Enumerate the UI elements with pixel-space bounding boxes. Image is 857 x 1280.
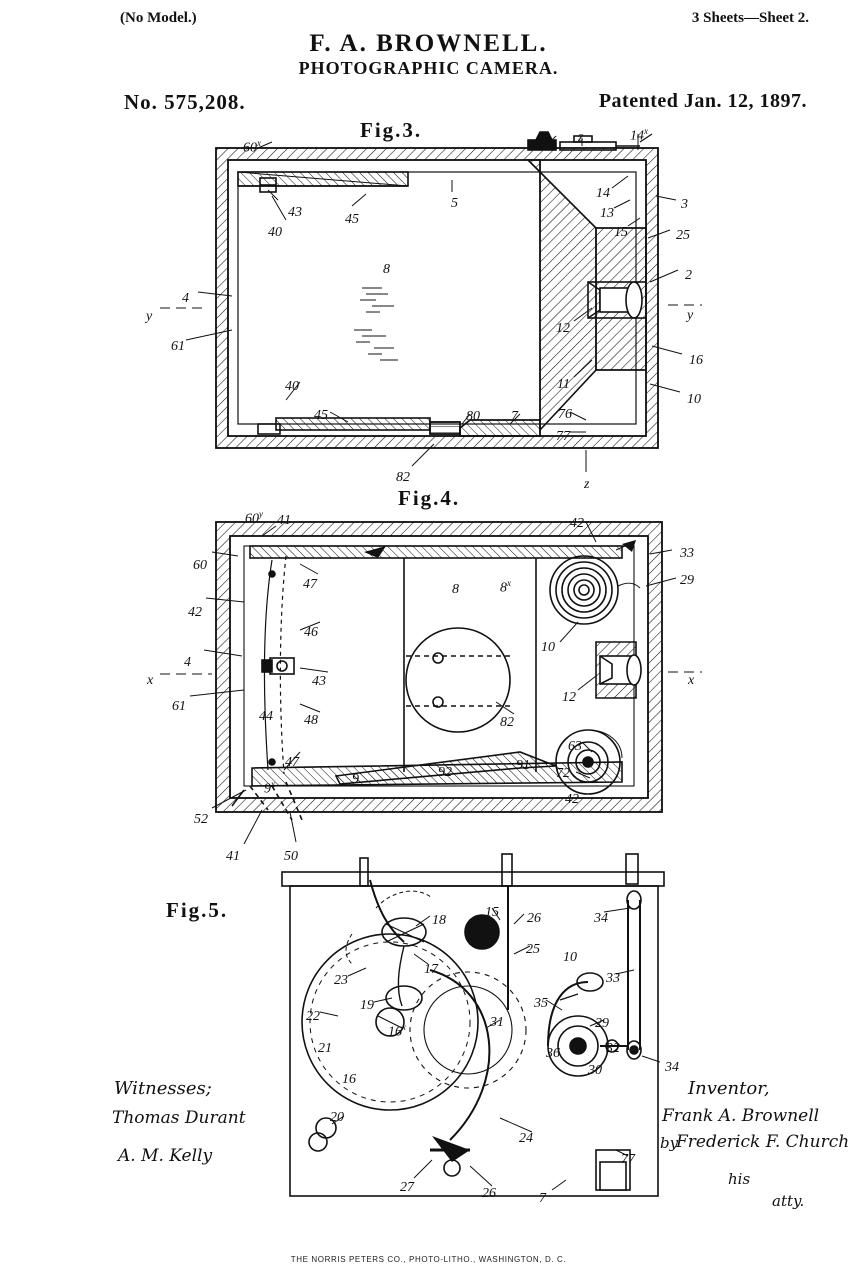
reference-numeral-2: 2 (685, 268, 692, 283)
reference-numeral-72: 72 (556, 766, 570, 781)
reference-numeral-4: 4 (182, 291, 189, 306)
reference-numeral-19: 19 (360, 998, 374, 1013)
reference-numeral-10: 10 (687, 392, 701, 407)
reference-numeral-77: 77 (621, 1152, 635, 1167)
reference-numeral-21: 21 (318, 1041, 332, 1056)
reference-numeral-9: 9 (352, 772, 359, 787)
reference-numeral-10: 10 (541, 640, 555, 655)
reference-numeral-20: 20 (330, 1110, 344, 1125)
reference-numeral-42: 42 (188, 605, 202, 620)
reference-numeral-15: 15 (614, 225, 628, 240)
witness-signature-2: A. M. Kelly (118, 1146, 213, 1166)
reference-numeral-3: 3 (681, 197, 688, 212)
patent-date: Patented Jan. 12, 1897. (598, 90, 807, 112)
inventor-name-heading: F. A. BROWNELL. (309, 30, 548, 57)
reference-numeral-34: 34 (594, 911, 608, 926)
reference-numeral-4: 4 (184, 655, 191, 670)
reference-numeral-40: 40 (268, 225, 282, 240)
reference-numeral-92: 92 (438, 765, 452, 780)
sheet-count-label: 3 Sheets—Sheet 2. (691, 10, 809, 26)
reference-numeral-11: 11 (557, 377, 570, 392)
reference-numeral-47: 47 (303, 577, 317, 592)
fig5-label: Fig.5. (166, 898, 229, 922)
reference-numeral-34: 34 (665, 1060, 679, 1075)
fig3-label: Fig.3. (360, 118, 423, 142)
attorney-signature: Frederick F. Church (676, 1132, 850, 1152)
reference-numeral-50: 50 (284, 849, 298, 864)
printer-credit: THE NORRIS PETERS CO., PHOTO-LITHO., WASHINGTON, D. C. (290, 1255, 567, 1264)
reference-numeral-y: y (146, 309, 153, 324)
reference-numeral-44: 44 (259, 709, 273, 724)
witnesses-label: Witnesses; (114, 1078, 212, 1099)
reference-numeral-26: 26 (527, 911, 541, 926)
reference-numeral-14: 14$^x$ (630, 126, 648, 144)
reference-numeral-52: 52 (194, 812, 208, 827)
reference-numeral-z: z (578, 130, 584, 145)
no-model-label: (No Model.) (120, 10, 197, 26)
reference-numeral-42: 42 (570, 516, 584, 531)
reference-numeral-31: 31 (490, 1015, 504, 1030)
reference-numeral-42: 42 (565, 792, 579, 807)
reference-numeral-45: 45 (345, 212, 359, 227)
reference-numeral-43: 43 (312, 674, 326, 689)
reference-numeral-25: 25 (676, 228, 690, 243)
reference-numeral-5: 5 (451, 196, 458, 211)
reference-numeral-41: 41 (226, 849, 240, 864)
reference-numeral-z: z (584, 477, 590, 492)
reference-numeral-60: 60 (193, 558, 207, 573)
reference-numeral-47: 47 (285, 755, 299, 770)
fig4-label: Fig.4. (398, 486, 461, 510)
reference-numeral-40: 40 (285, 379, 299, 394)
reference-numeral-16: 16 (342, 1072, 356, 1087)
reference-numeral-77: 77 (556, 429, 570, 444)
reference-numeral-8: 8 (383, 262, 390, 277)
reference-numeral-15: 15 (485, 905, 499, 920)
reference-numeral-61: 61 (172, 699, 186, 714)
reference-numeral-45: 45 (314, 408, 328, 423)
reference-numeral-48: 48 (304, 713, 318, 728)
reference-numeral-63: 63 (568, 739, 582, 754)
reference-numeral-91: 91 (516, 758, 530, 773)
patent-number: No. 575,208. (124, 90, 246, 114)
his-label: his (728, 1170, 751, 1188)
reference-numeral-60: 60$^x$ (243, 138, 261, 156)
reference-numeral-33: 33 (606, 971, 620, 986)
reference-numeral-25: 25 (526, 942, 540, 957)
reference-numeral-29: 29 (680, 573, 694, 588)
reference-numeral-41: 41 (277, 513, 291, 528)
inventor-label: Inventor, (688, 1078, 770, 1099)
reference-numeral-30: 30 (588, 1063, 602, 1078)
reference-numeral-13: 13 (600, 206, 614, 221)
reference-numeral-43: 43 (288, 205, 302, 220)
reference-numeral-61: 61 (171, 339, 185, 354)
reference-numeral-16: 16$^x$ (388, 1022, 406, 1040)
reference-numeral-36: 36 (546, 1046, 560, 1061)
reference-numeral-18: 18 (432, 913, 446, 928)
reference-numeral-76: 76 (558, 407, 572, 422)
reference-numeral-60: 60$^y$ (245, 509, 263, 527)
reference-numeral-8: 8$^x$ (500, 578, 511, 596)
reference-numeral-29: 29 (595, 1016, 609, 1031)
reference-numeral-22: 22 (306, 1009, 320, 1024)
figure-3-drawing (0, 0, 857, 500)
reference-numeral-9: 9$^x$ (264, 779, 275, 797)
inventor-signature: Frank A. Brownell (662, 1106, 820, 1126)
by-label: by (660, 1134, 679, 1152)
reference-numeral-24: 24 (519, 1131, 533, 1146)
reference-numeral-7: 7 (511, 409, 518, 424)
reference-numeral-8: 8 (452, 582, 459, 597)
reference-numeral-12: 12 (556, 321, 570, 336)
reference-numeral-82: 82 (500, 715, 514, 730)
reference-numeral-x: x (688, 673, 695, 688)
reference-numeral-12: 12 (562, 690, 576, 705)
attorney-label: atty. (772, 1192, 805, 1210)
reference-numeral-y: y (687, 308, 694, 323)
reference-numeral-32: 32 (606, 1041, 620, 1056)
reference-numeral-33: 33 (680, 546, 694, 561)
reference-numeral-46: 46 (304, 625, 318, 640)
reference-numeral-82: 82 (396, 470, 410, 485)
reference-numeral-14: 14 (596, 186, 610, 201)
reference-numeral-80: 80 (466, 409, 480, 424)
reference-numeral-23: 23 (334, 973, 348, 988)
witness-signature-1: Thomas Durant (112, 1108, 246, 1128)
reference-numeral-x: x (147, 673, 154, 688)
reference-numeral-6: 6 (543, 131, 550, 146)
patent-title-heading: PHOTOGRAPHIC CAMERA. (298, 58, 559, 78)
reference-numeral-16: 16 (689, 353, 703, 368)
reference-numeral-7: 7 (539, 1191, 546, 1206)
reference-numeral-17: 17 (424, 962, 438, 977)
figure-4-drawing (0, 490, 857, 870)
reference-numeral-35: 35 (534, 996, 548, 1011)
reference-numeral-10: 10 (563, 950, 577, 965)
reference-numeral-26: 26 (482, 1186, 496, 1201)
reference-numeral-27: 27 (400, 1180, 414, 1195)
